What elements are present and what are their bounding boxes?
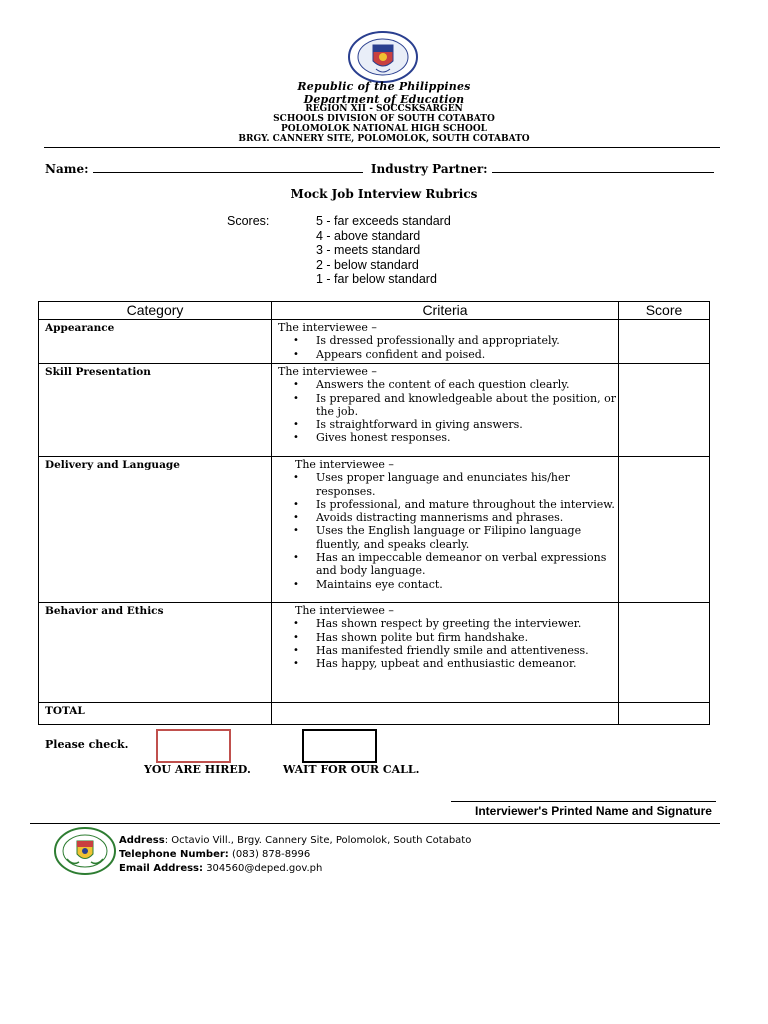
industry-partner-label: Industry Partner: [370,162,488,176]
criteria-item: • Has manifested friendly smile and attentiveness. [316,644,618,657]
header-republic: Republic of the Philippines [297,80,471,93]
criteria-item: • Answers the content of each question clearly. [316,378,618,391]
scores-label: Scores: [227,214,270,228]
header-division: SCHOOLS DIVISION OF SOUTH COTABATO [273,114,495,124]
header-category: Category [39,302,272,320]
score-cell-skill-presentation[interactable] [619,364,710,457]
score-cell-delivery-language[interactable] [619,457,710,603]
page-title: Mock Job Interview Rubrics [290,187,478,201]
criteria-cell [272,457,619,603]
criteria-item: • Is straightforward in giving answers. [316,418,618,431]
total-criteria-cell [272,703,619,725]
wait-checkbox[interactable] [302,729,377,763]
criteria-item: • Has shown polite but firm handshake. [316,631,618,644]
total-row [39,703,710,725]
footer-email [119,863,322,874]
email-label: Email Address: [119,863,204,874]
criteria-item: • Gives honest responses. [316,431,618,444]
criteria-item: • Uses the English language or Filipino language fluently, and speaks clearly. [316,524,618,551]
school-seal-logo [53,826,117,876]
wait-label: WAIT FOR OUR CALL. [283,763,420,776]
criteria-item: • Maintains eye contact. [316,578,618,591]
footer-divider [30,823,720,824]
header-score: Score [619,302,710,320]
signature-line[interactable] [451,801,716,802]
score-cell-appearance[interactable] [619,320,710,364]
criteria-item: • Appears confident and poised. [316,348,618,361]
criteria-cell [272,320,619,364]
criteria-cell [272,364,619,457]
please-check-label: Please check. [45,738,129,751]
total-label: TOTAL [39,703,272,725]
table-row [39,364,710,457]
criteria-item: • Has happy, upbeat and enthusiastic demeanor. [316,657,618,670]
criteria-lead: The interviewee – [295,458,394,471]
email-value: 304560@deped.gov.ph [203,863,323,874]
header-department: Department of Education [303,93,465,106]
header-region: REGION XII - SOCCSKSARGEN [305,104,463,114]
criteria-item: • Is professional, and mature throughout the interview. [316,498,618,511]
name-label: Name: [45,162,89,176]
header-criteria: Criteria [272,302,619,320]
table-header-row [39,302,710,320]
hired-checkbox[interactable] [156,729,231,763]
deped-seal-logo [347,31,419,83]
score-level-3: 3 - meets standard [316,243,421,257]
criteria-item: • Uses proper language and enunciates his/her responses. [316,471,618,498]
criteria-lead: The interviewee – [278,365,377,378]
criteria-item: • Is dressed professionally and appropriately. [316,334,618,347]
score-level-4: 4 - above standard [316,228,421,243]
footer-telephone [119,849,310,860]
header-school: POLOMOLOK NATIONAL HIGH SCHOOL [280,124,488,134]
score-level-1: 1 - far below standard [316,272,437,286]
telephone-label: Telephone Number: [119,849,229,860]
table-row [39,603,710,703]
name-partner-row [45,160,725,176]
total-score-cell[interactable] [619,703,710,725]
industry-partner-field[interactable] [492,160,714,173]
criteria-item: • Avoids distracting mannerisms and phrases. [316,511,618,524]
address-label: Address [119,835,165,846]
criteria-item: • Is prepared and knowledgeable about the position, or the job. [316,392,618,419]
score-cell-behavior-ethics[interactable] [619,603,710,703]
category-delivery-language: Delivery and Language [39,457,272,603]
criteria-cell [272,603,619,703]
telephone-value: (083) 878-8996 [228,849,311,860]
address-value: : Octavio Vill., Brgy. Cannery Site, Polomolok, South Cotabato [164,835,472,846]
table-row [39,457,710,603]
hired-label: YOU ARE HIRED. [144,763,251,776]
category-behavior-ethics: Behavior and Ethics [39,603,272,703]
category-skill-presentation: Skill Presentation [39,364,272,457]
rubric-table [38,301,710,725]
signature-label: Interviewer's Printed Name and Signature [475,804,712,818]
footer-address [119,835,471,846]
name-field[interactable] [93,160,363,173]
criteria-item: • Has shown respect by greeting the interviewer. [316,617,618,630]
criteria-item: • Has an impeccable demeanor on verbal expressions and body language. [316,551,618,578]
header-divider [44,147,720,148]
score-level-2: 2 - below standard [316,257,419,272]
criteria-lead: The interviewee – [278,321,377,334]
header-address: BRGY. CANNERY SITE, POLOMOLOK, SOUTH COTABATO [238,134,530,144]
table-row [39,320,710,364]
score-level-5: 5 - far exceeds standard [316,214,451,228]
category-appearance: Appearance [39,320,272,364]
criteria-lead: The interviewee – [295,604,394,617]
